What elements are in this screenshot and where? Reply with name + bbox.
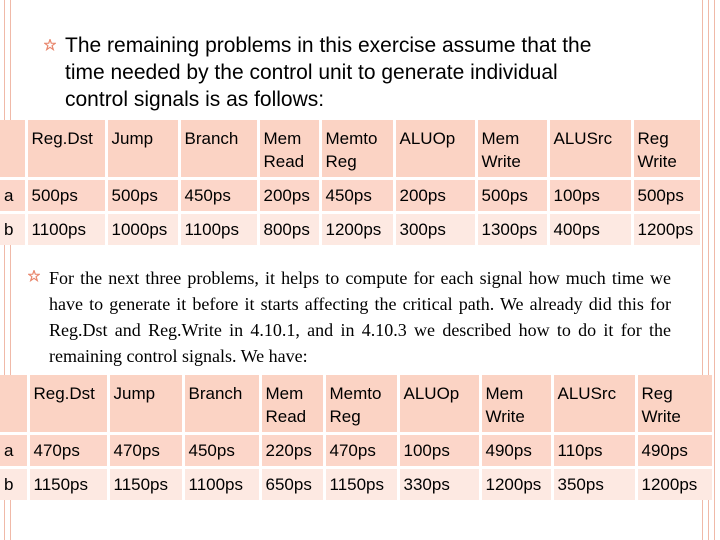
table-row: [0, 433, 712, 467]
table-row: [0, 212, 700, 245]
table-cell: 450ps: [320, 178, 394, 212]
table-header-row: [0, 375, 712, 433]
table-cell: 450ps: [179, 178, 258, 212]
table-cell: 1150ps: [28, 467, 108, 500]
table-cell: 470ps: [28, 433, 108, 467]
row-label: a: [0, 178, 26, 212]
note-paragraph: For the next three problems, it helps to compute for each signal how much time we have to generate it before it starts affecting the critical path. We already did this for Reg.Dst and Reg.Write in 4.10.1, and in 4.10.3 we described how to do it for the remaining control signals. We have:: [49, 268, 671, 366]
bullet-icon: [28, 270, 40, 282]
header-cell: ALUOp: [394, 120, 476, 178]
header-cell: ALUSrc: [552, 375, 636, 433]
header-cell: Reg.Dst: [26, 120, 106, 178]
control-signal-table-1: [0, 120, 700, 245]
table-cell: 470ps: [108, 433, 183, 467]
intro-paragraph: The remaining problems in this exercise assume that the time needed by the control unit to generate individual control signals is as follows:: [65, 34, 592, 111]
header-cell: [0, 120, 26, 178]
table-cell: 110ps: [552, 433, 636, 467]
table-cell: 1100ps: [179, 212, 258, 245]
header-cell: Reg Write: [636, 375, 712, 433]
row-label: b: [0, 467, 28, 500]
header-cell: ALUSrc: [548, 120, 632, 178]
table-cell: 400ps: [548, 212, 632, 245]
table-cell: 100ps: [548, 178, 632, 212]
header-cell: Branch: [179, 120, 258, 178]
table-cell: 450ps: [183, 433, 260, 467]
header-cell: Reg.Dst: [28, 375, 108, 433]
header-cell: Memto Reg: [324, 375, 398, 433]
table-cell: 470ps: [324, 433, 398, 467]
table-cell: 350ps: [552, 467, 636, 500]
table-cell: 500ps: [106, 178, 179, 212]
table-cell: 490ps: [480, 433, 552, 467]
table-cell: 1000ps: [106, 212, 179, 245]
header-cell: ALUOp: [398, 375, 480, 433]
table-cell: 100ps: [398, 433, 480, 467]
header-cell: Mem Read: [258, 120, 320, 178]
table-cell: 650ps: [260, 467, 324, 500]
row-label: a: [0, 433, 28, 467]
table-cell: 220ps: [260, 433, 324, 467]
table-cell: 1100ps: [183, 467, 260, 500]
header-cell: Mem Write: [476, 120, 548, 178]
table-cell: 300ps: [394, 212, 476, 245]
table-cell: 1150ps: [108, 467, 183, 500]
table-cell: 1200ps: [636, 467, 712, 500]
header-cell: Memto Reg: [320, 120, 394, 178]
table-cell: 500ps: [476, 178, 548, 212]
table-cell: 1200ps: [632, 212, 700, 245]
table-cell: 490ps: [636, 433, 712, 467]
row-label: b: [0, 212, 26, 245]
control-signal-table-2: [0, 375, 712, 500]
header-cell: Reg Write: [632, 120, 700, 178]
table-cell: 1200ps: [320, 212, 394, 245]
bullet-icon: [44, 39, 56, 51]
table-cell: 500ps: [632, 178, 700, 212]
table-cell: 200ps: [394, 178, 476, 212]
header-cell: Mem Read: [260, 375, 324, 433]
table-cell: 200ps: [258, 178, 320, 212]
table-cell: 1150ps: [324, 467, 398, 500]
header-cell: Jump: [106, 120, 179, 178]
table-cell: 800ps: [258, 212, 320, 245]
table-row: [0, 178, 700, 212]
table-cell: 1200ps: [480, 467, 552, 500]
table-row: [0, 467, 712, 500]
header-cell: [0, 375, 28, 433]
header-cell: Jump: [108, 375, 183, 433]
header-cell: Branch: [183, 375, 260, 433]
table-cell: 330ps: [398, 467, 480, 500]
table-cell: 1100ps: [26, 212, 106, 245]
table-cell: 1300ps: [476, 212, 548, 245]
table-cell: 500ps: [26, 178, 106, 212]
header-cell: Mem Write: [480, 375, 552, 433]
table-header-row: [0, 120, 700, 178]
